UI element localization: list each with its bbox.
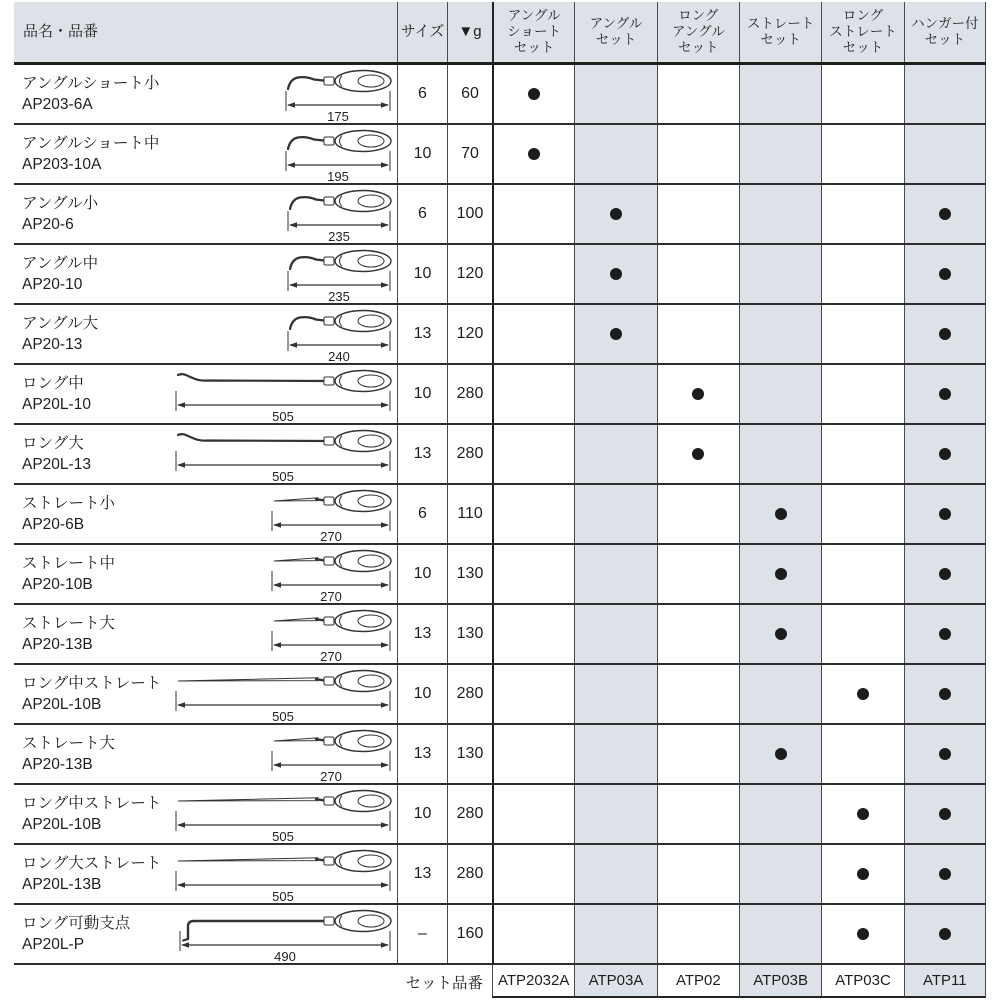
dot-icon xyxy=(528,88,540,100)
tool-illustration xyxy=(286,306,392,363)
dot-icon xyxy=(775,628,787,640)
table-row xyxy=(14,845,986,905)
footer-code-cell: ATP03C xyxy=(821,965,903,998)
svg-text:270: 270 xyxy=(320,648,342,663)
set-cell xyxy=(657,725,739,783)
size-cell: 10 xyxy=(397,125,447,183)
set-cell xyxy=(574,305,656,363)
table-row xyxy=(14,125,986,185)
part-number: AP20L-10B xyxy=(22,816,102,833)
set-cell xyxy=(657,605,739,663)
set-cell xyxy=(574,785,656,843)
set-cell xyxy=(657,845,739,903)
set-cell xyxy=(492,905,574,963)
size-cell: – xyxy=(397,905,447,963)
svg-text:270: 270 xyxy=(320,588,342,603)
set-cell xyxy=(739,305,821,363)
set-cell xyxy=(574,605,656,663)
part-number: AP203-10A xyxy=(22,156,102,173)
weight-cell: 70 xyxy=(447,125,492,183)
footer-code-cell: ATP11 xyxy=(904,965,986,998)
weight-cell: 280 xyxy=(447,845,492,903)
product-cell xyxy=(14,605,397,663)
set-cell xyxy=(739,665,821,723)
weight-cell: 160 xyxy=(447,905,492,963)
dot-icon xyxy=(692,388,704,400)
set-cell xyxy=(657,485,739,543)
part-number: AP203-6A xyxy=(22,96,93,113)
product-name: ロング大ストレート xyxy=(22,855,162,872)
product-name: ストレート小 xyxy=(22,495,116,512)
set-cell xyxy=(574,545,656,603)
table-footer-row xyxy=(14,965,986,998)
set-cell xyxy=(492,545,574,603)
product-name: ロング中ストレート xyxy=(22,795,162,812)
header-set-col-4: ロング ストレート セット xyxy=(821,2,903,62)
set-cell xyxy=(904,725,986,783)
set-cell xyxy=(904,845,986,903)
part-number: AP20L-10 xyxy=(22,396,91,413)
set-cell xyxy=(574,845,656,903)
set-cell xyxy=(492,65,574,123)
set-cell xyxy=(657,305,739,363)
set-cell xyxy=(821,905,903,963)
header-set-col-5: ハンガー付 セット xyxy=(904,2,986,62)
table-row xyxy=(14,545,986,605)
set-cell xyxy=(492,785,574,843)
tool-illustration xyxy=(286,246,392,303)
footer-code-cell: ATP02 xyxy=(657,965,739,998)
size-cell: 10 xyxy=(397,545,447,603)
table-row xyxy=(14,605,986,665)
part-number: AP20L-13B xyxy=(22,876,102,893)
weight-cell: 280 xyxy=(447,665,492,723)
tool-illustration xyxy=(174,846,392,903)
part-number: AP20L-10B xyxy=(22,696,102,713)
size-cell: 10 xyxy=(397,365,447,423)
header-set-col-0: アングル ショート セット xyxy=(492,2,574,62)
tool-illustration xyxy=(178,906,392,963)
product-cell xyxy=(14,485,397,543)
set-cell xyxy=(739,245,821,303)
table-header-row xyxy=(14,2,986,65)
set-cell xyxy=(821,725,903,783)
table-row xyxy=(14,725,986,785)
set-cell xyxy=(904,365,986,423)
header-set-col-1: アングル セット xyxy=(574,2,656,62)
set-cell xyxy=(657,125,739,183)
set-cell xyxy=(739,545,821,603)
product-cell xyxy=(14,665,397,723)
set-cell xyxy=(739,485,821,543)
set-cell xyxy=(492,725,574,783)
part-number: AP20-13 xyxy=(22,336,83,353)
set-cell xyxy=(739,905,821,963)
svg-text:270: 270 xyxy=(320,528,342,543)
product-name: ロング中 xyxy=(22,375,84,392)
set-cell xyxy=(904,65,986,123)
set-cell xyxy=(904,425,986,483)
product-name: アングルショート中 xyxy=(22,135,160,152)
set-cell xyxy=(657,65,739,123)
table-row xyxy=(14,425,986,485)
table-row xyxy=(14,365,986,425)
product-cell xyxy=(14,545,397,603)
set-cell xyxy=(904,125,986,183)
size-cell: 13 xyxy=(397,845,447,903)
set-cell xyxy=(492,245,574,303)
header-weight-col: ▼g xyxy=(447,2,492,62)
set-cell xyxy=(574,485,656,543)
weight-cell: 110 xyxy=(447,485,492,543)
part-number: AP20-10B xyxy=(22,576,93,593)
part-number: AP20-6 xyxy=(22,216,74,233)
dot-icon xyxy=(939,628,951,640)
dot-icon xyxy=(939,448,951,460)
set-cell xyxy=(657,905,739,963)
tool-illustration xyxy=(270,726,392,783)
svg-text:195: 195 xyxy=(327,168,349,183)
table-row xyxy=(14,65,986,125)
tool-illustration xyxy=(174,426,392,483)
weight-cell: 130 xyxy=(447,545,492,603)
weight-cell: 120 xyxy=(447,305,492,363)
set-cell xyxy=(657,185,739,243)
dot-icon xyxy=(939,568,951,580)
svg-text:270: 270 xyxy=(320,768,342,783)
set-cell xyxy=(904,905,986,963)
set-cell xyxy=(574,425,656,483)
table-row xyxy=(14,665,986,725)
size-cell: 6 xyxy=(397,185,447,243)
dot-icon xyxy=(528,148,540,160)
size-cell: 10 xyxy=(397,785,447,843)
dot-icon xyxy=(610,328,622,340)
product-name: ストレート大 xyxy=(22,735,116,752)
tool-illustration xyxy=(284,66,392,123)
product-name: アングル大 xyxy=(22,315,99,332)
dot-icon xyxy=(939,388,951,400)
part-number: AP20L-P xyxy=(22,936,85,953)
svg-text:505: 505 xyxy=(272,708,294,723)
dot-icon xyxy=(775,508,787,520)
part-number: AP20-10 xyxy=(22,276,83,293)
footer-set-number-label: セット品番 xyxy=(405,974,483,992)
dot-icon xyxy=(939,328,951,340)
dot-icon xyxy=(857,688,869,700)
set-cell xyxy=(574,185,656,243)
dot-icon xyxy=(939,688,951,700)
table-row xyxy=(14,305,986,365)
tool-illustration xyxy=(174,786,392,843)
set-cell xyxy=(821,485,903,543)
dot-icon xyxy=(610,268,622,280)
set-cell xyxy=(574,725,656,783)
tool-illustration xyxy=(284,126,392,183)
product-name: ロング中ストレート xyxy=(22,675,162,692)
set-cell xyxy=(492,665,574,723)
header-set-col-3: ストレート セット xyxy=(739,2,821,62)
svg-text:240: 240 xyxy=(328,348,350,363)
header-name-col: 品名・品番 xyxy=(23,23,99,40)
product-cell xyxy=(14,185,397,243)
set-cell xyxy=(904,605,986,663)
product-name: アングル中 xyxy=(22,255,99,272)
weight-cell: 100 xyxy=(447,185,492,243)
dot-icon xyxy=(939,928,951,940)
part-number: AP20-6B xyxy=(22,516,85,533)
weight-cell: 130 xyxy=(447,605,492,663)
product-cell xyxy=(14,245,397,303)
size-cell: 6 xyxy=(397,65,447,123)
tool-illustration xyxy=(174,666,392,723)
set-cell xyxy=(821,845,903,903)
set-cell xyxy=(739,845,821,903)
set-cell xyxy=(492,485,574,543)
set-cell xyxy=(821,65,903,123)
tool-illustration xyxy=(174,366,392,423)
header-set-col-2: ロング アングル セット xyxy=(657,2,739,62)
set-cell xyxy=(492,425,574,483)
set-cell xyxy=(904,245,986,303)
dot-icon xyxy=(939,868,951,880)
product-cell xyxy=(14,125,397,183)
dot-icon xyxy=(939,748,951,760)
product-cell xyxy=(14,65,397,123)
size-cell: 13 xyxy=(397,605,447,663)
set-cell xyxy=(821,125,903,183)
table-row xyxy=(14,185,986,245)
table-row xyxy=(14,785,986,845)
dot-icon xyxy=(610,208,622,220)
size-cell: 6 xyxy=(397,485,447,543)
svg-text:505: 505 xyxy=(272,468,294,483)
product-name: アングル小 xyxy=(22,195,99,212)
set-cell xyxy=(574,365,656,423)
weight-cell: 280 xyxy=(447,365,492,423)
set-cell xyxy=(821,425,903,483)
dot-icon xyxy=(857,928,869,940)
svg-text:505: 505 xyxy=(272,888,294,903)
set-cell xyxy=(739,725,821,783)
set-cell xyxy=(739,605,821,663)
header-size-col: サイズ xyxy=(397,2,447,62)
dot-icon xyxy=(939,808,951,820)
set-cell xyxy=(739,365,821,423)
set-cell xyxy=(574,665,656,723)
set-cell xyxy=(821,785,903,843)
footer-code-cell: ATP03B xyxy=(739,965,821,998)
set-cell xyxy=(739,65,821,123)
part-number: AP20-13B xyxy=(22,756,93,773)
set-cell xyxy=(574,125,656,183)
tool-illustration xyxy=(286,186,392,243)
product-name: ロング大 xyxy=(22,435,84,452)
svg-text:505: 505 xyxy=(272,408,294,423)
part-number: AP20L-13 xyxy=(22,456,91,473)
set-cell xyxy=(574,905,656,963)
set-cell xyxy=(904,485,986,543)
set-cell xyxy=(492,125,574,183)
product-cell xyxy=(14,785,397,843)
footer-code-cell: ATP03A xyxy=(574,965,656,998)
set-cell xyxy=(657,665,739,723)
set-cell xyxy=(657,245,739,303)
set-cell xyxy=(739,185,821,243)
set-cell xyxy=(904,785,986,843)
product-cell xyxy=(14,365,397,423)
set-cell xyxy=(904,545,986,603)
set-cell xyxy=(657,365,739,423)
set-cell xyxy=(492,605,574,663)
svg-text:235: 235 xyxy=(328,288,350,303)
table-row xyxy=(14,905,986,965)
dot-icon xyxy=(775,568,787,580)
svg-text:490: 490 xyxy=(274,948,296,963)
set-cell xyxy=(492,185,574,243)
set-cell xyxy=(657,545,739,603)
size-cell: 10 xyxy=(397,665,447,723)
product-name: ストレート中 xyxy=(22,555,116,572)
set-cell xyxy=(821,185,903,243)
set-cell xyxy=(821,605,903,663)
weight-cell: 120 xyxy=(447,245,492,303)
dot-icon xyxy=(939,268,951,280)
set-cell xyxy=(657,785,739,843)
set-cell xyxy=(904,665,986,723)
set-cell xyxy=(574,245,656,303)
product-name: ストレート大 xyxy=(22,615,116,632)
set-cell xyxy=(904,185,986,243)
product-name: アングルショート小 xyxy=(22,75,160,92)
product-spec-table xyxy=(14,2,986,998)
set-cell xyxy=(739,425,821,483)
set-cell xyxy=(492,845,574,903)
set-cell xyxy=(821,545,903,603)
set-cell xyxy=(657,425,739,483)
set-cell xyxy=(739,125,821,183)
set-cell xyxy=(821,365,903,423)
set-cell xyxy=(492,365,574,423)
size-cell: 13 xyxy=(397,425,447,483)
size-cell: 13 xyxy=(397,305,447,363)
weight-cell: 280 xyxy=(447,785,492,843)
footer-code-cell: ATP2032A xyxy=(492,965,574,998)
svg-text:235: 235 xyxy=(328,228,350,243)
product-cell xyxy=(14,305,397,363)
set-cell xyxy=(739,785,821,843)
table-row xyxy=(14,245,986,305)
svg-text:505: 505 xyxy=(272,828,294,843)
dot-icon xyxy=(857,868,869,880)
set-cell xyxy=(574,65,656,123)
set-cell xyxy=(821,305,903,363)
tool-illustration xyxy=(270,606,392,663)
product-cell xyxy=(14,845,397,903)
weight-cell: 130 xyxy=(447,725,492,783)
set-cell xyxy=(492,305,574,363)
product-name: ロング可動支点 xyxy=(22,915,131,932)
set-cell xyxy=(821,665,903,723)
dot-icon xyxy=(857,808,869,820)
weight-cell: 280 xyxy=(447,425,492,483)
dot-icon xyxy=(939,508,951,520)
product-cell xyxy=(14,725,397,783)
dot-icon xyxy=(775,748,787,760)
dot-icon xyxy=(692,448,704,460)
product-cell xyxy=(14,425,397,483)
size-cell: 10 xyxy=(397,245,447,303)
weight-cell: 60 xyxy=(447,65,492,123)
tool-illustration xyxy=(270,546,392,603)
set-cell xyxy=(821,245,903,303)
part-number: AP20-13B xyxy=(22,636,93,653)
set-cell xyxy=(904,305,986,363)
product-cell xyxy=(14,905,397,963)
svg-text:175: 175 xyxy=(327,108,349,123)
tool-illustration xyxy=(270,486,392,543)
dot-icon xyxy=(939,208,951,220)
size-cell: 13 xyxy=(397,725,447,783)
table-row xyxy=(14,485,986,545)
